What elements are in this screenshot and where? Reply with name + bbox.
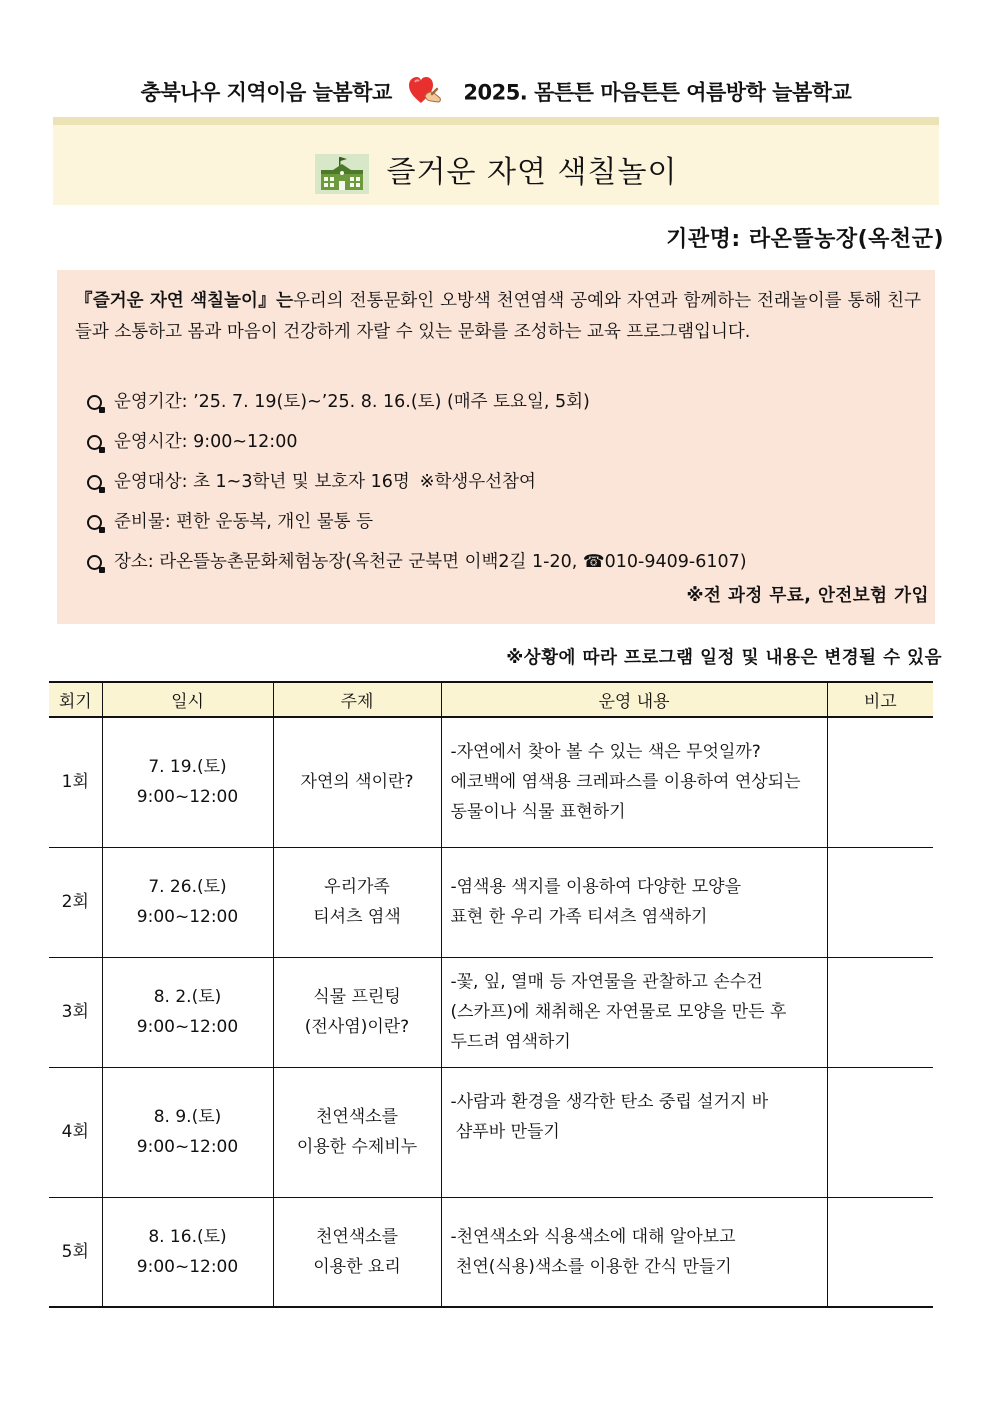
table-header-row [49,682,933,717]
header-line [0,76,992,111]
bullet-circle-icon [87,555,102,570]
content-line: 표현 한 우리 가족 티셔츠 염색하기 [450,907,708,927]
bullet-text: 준비물: 편한 운동복, 개인 물통 등 [114,512,374,532]
cell-note [827,1067,933,1197]
topic-line: 천연색소를 [315,1107,399,1127]
cell-date [102,957,273,1067]
bullet-text: 운영시간: 9:00~12:00 [114,432,298,452]
topic-line: 천연색소를 [315,1226,399,1247]
topic-line: 자연의 색이란? [300,772,414,793]
bullet-text: 장소: 라온뜰농촌문화체험농장(옥천군 군북면 이백2길 1-20, ☎010-9409-6107) [114,552,747,572]
header-left-text: 충북나우 지역이음 늘봄학교 [140,80,392,105]
header-topic: 주제 [273,682,441,717]
info-box [57,270,935,624]
table-row [49,957,933,1067]
content-line: 샴푸바 만들기 [450,1122,560,1142]
cell-content [441,1067,827,1197]
intro-bold: 『즐거운 자연 색칠놀이』는 [75,291,293,311]
bullet-text: 운영대상: 초 1~3학년 및 보호자 16명 [114,472,410,492]
bullet-target [87,462,917,502]
content-line: -염색용 색지를 이용하여 다양한 모양을 [450,877,742,897]
table-row [49,717,933,847]
content-line: 두드려 염색하기 [450,1032,571,1052]
title-bar [53,117,939,205]
bullet-circle-icon [87,475,102,490]
bullet-text: 운영기간: ’25. 7. 19(토)~’25. 8. 16.(토) (매주 토요일, 5회) [114,392,590,412]
heart-hand-icon [407,76,443,111]
cell-topic [273,717,441,847]
time-text: 9:00~12:00 [136,907,239,927]
content-line: 에코백에 염색용 크레파스를 이용하여 연상되는 [450,772,801,793]
content-line: -꽃, 잎, 열매 등 자연물을 관찰하고 손수건 [450,972,763,992]
bullet-time [87,422,917,462]
cell-content [441,717,827,847]
cell-content [441,1197,827,1307]
cell-session: 4회 [49,1067,102,1197]
bullet-supplies [87,502,917,542]
bullet-circle-icon [87,395,102,410]
cell-content [441,847,827,957]
cell-topic [273,1197,441,1307]
topic-line: 이용한 요리 [313,1256,401,1277]
content-line: -사람과 환경을 생각한 탄소 중립 설거지 바 [450,1092,769,1112]
topic-line: 식물 프린팅 [313,987,401,1007]
page-title: 즐거운 자연 색칠놀이 [386,155,678,190]
cell-topic [273,1067,441,1197]
time-text: 9:00~12:00 [136,1017,239,1037]
schedule-table [49,681,933,1308]
cell-topic [273,957,441,1067]
topic-line: 티셔츠 염색 [313,907,401,927]
bullet-note: ※학생우선참여 [419,472,536,492]
cell-session: 5회 [49,1197,102,1307]
bullet-list [87,382,917,582]
cell-note [827,957,933,1067]
header-session: 회기 [49,682,102,717]
intro-text: 우리의 전통문화인 오방색 천연염색 공예와 자연과 함께하는 전래놀이를 통해 친구들과 소통하고 몸과 마음이 건강하게 자랄 수 있는 문화를 조성하는 교육 프로그램입니다. [75,291,921,342]
cell-date [102,717,273,847]
bullet-period [87,382,917,422]
cell-session: 3회 [49,957,102,1067]
content-line: 동물이나 식물 표현하기 [450,802,626,823]
date-text: 8. 9.(토) [153,1107,222,1127]
bullet-circle-icon [87,515,102,530]
topic-line: (전사염)이란? [304,1017,410,1037]
bullet-location [87,542,917,582]
school-building-icon [315,154,369,194]
cell-note [827,847,933,957]
free-note: ※전 과정 무료, 안전보험 가입 [686,586,929,606]
cell-session: 2회 [49,847,102,957]
content-line: 천연(식용)색소를 이용한 간식 만들기 [450,1256,732,1277]
topic-line: 우리가족 [324,877,390,897]
time-text: 9:00~12:00 [136,1256,239,1277]
content-line: -천연색소와 식용색소에 대해 알아보고 [450,1226,736,1247]
intro-paragraph [75,286,921,348]
topic-line: 이용한 수제비누 [296,1137,418,1157]
table-row [49,1067,933,1197]
cell-date [102,1067,273,1197]
cell-date [102,847,273,957]
header-right-text: 2025. 몸튼튼 마음튼튼 여름방학 늘봄학교 [463,80,852,105]
header-date: 일시 [102,682,273,717]
cell-session: 1회 [49,717,102,847]
time-text: 9:00~12:00 [136,1137,239,1157]
bullet-circle-icon [87,435,102,450]
cell-content [441,957,827,1067]
time-text: 9:00~12:00 [136,787,239,808]
cell-topic [273,847,441,957]
header-content: 운영 내용 [441,682,827,717]
title-block [53,147,939,194]
date-text: 8. 2.(토) [153,987,222,1007]
date-text: 7. 26.(토) [148,877,227,897]
cell-date [102,1197,273,1307]
cell-note [827,717,933,847]
date-text: 7. 19.(토) [148,757,227,778]
header-note: 비고 [827,682,933,717]
table-row [49,847,933,957]
cell-note [827,1197,933,1307]
change-note: ※상황에 따라 프로그램 일정 및 내용은 변경될 수 있음 [506,648,942,668]
content-line: -자연에서 찾아 볼 수 있는 색은 무엇일까? [450,742,761,763]
table-row [49,1197,933,1307]
organization-label: 기관명: 라온뜰농장(옥천군) [666,227,944,252]
content-line: (스카프)에 채취해온 자연물로 모양을 만든 후 [450,1002,787,1022]
date-text: 8. 16.(토) [148,1226,227,1247]
